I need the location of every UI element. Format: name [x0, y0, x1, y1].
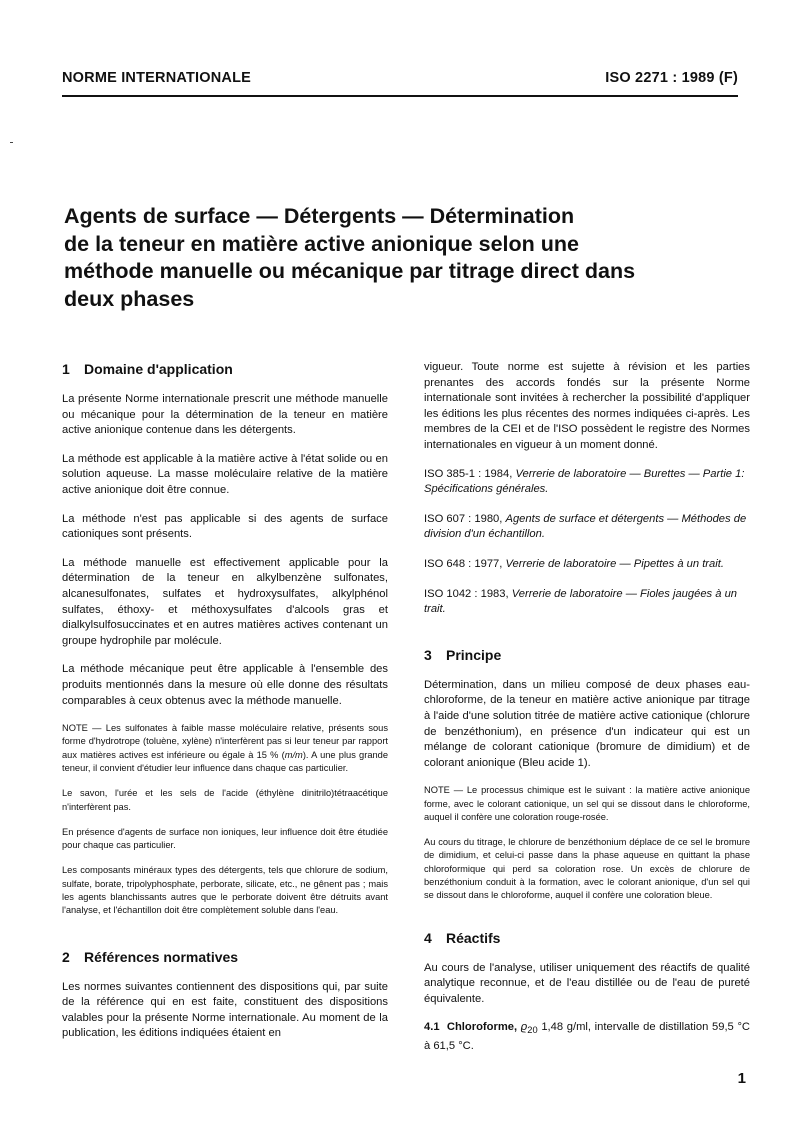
density-symbol: ϱ — [520, 1021, 528, 1034]
note-text: ). A une plus grande teneur, il convient d'étudier leur influence dans chaque cas particulier. — [62, 749, 388, 773]
reference-code: ISO 648 : 1977, — [424, 557, 503, 570]
reference-title: Verrerie de laboratoire — Fioles jaugées à un trait. — [424, 587, 738, 616]
paragraph: La méthode n'est pas applicable si des agents de surface cationiques sont présents. — [62, 512, 388, 541]
title-line: de la teneur en matière active anionique selon une — [64, 231, 579, 256]
item-number: 4.1 — [424, 1021, 440, 1034]
paragraph: Les normes suivantes contiennent des dispositions qui, par suite de la référence qui en est faite, constituent des dispositions valables pour la présente Norme internationale. Au moment de la publication, les éditions indiquées étaient en — [62, 980, 388, 1040]
reference-title: Agents de surface et détergents — Méthodes de division d'un échantillon. — [424, 512, 747, 541]
right-column — [424, 360, 750, 1068]
note — [62, 722, 388, 775]
paragraph: Détermination, dans un milieu composé de deux phases eau-chloroforme, de la teneur en matière active anionique par titrage à l'aide d'une solution titrée de matière active cationique (chlorure de benzéthonium), en présence d'un indicateur qui est un mélange de colorant cationique (bromure de dimidium) et de colorant anionique (Bleu acide 1). — [424, 678, 750, 769]
section-heading-principle — [424, 646, 750, 664]
section-number: 2 — [62, 948, 70, 965]
item-text: 1,48 g/ml, intervalle de distillation 59,5 °C à 61,5 °C. — [424, 1021, 750, 1053]
page-header — [62, 70, 738, 90]
header-standard-type: NORME INTERNATIONALE — [62, 70, 252, 86]
section-title: Références normatives — [84, 948, 239, 965]
header-rule — [62, 95, 738, 97]
note: Au cours du titrage, le chlorure de benzéthonium déplace de ce sel le bromure de dimidium, et celui-ci passe dans la phase aqueuse en quittant la phase chloroformique qui perd sa coloration rose. Un excès de chlorure de benzéthonium conduit à la formation, avec le colorant anionique, d'un sel qui se dissout dans le chloroforme, auquel il confère une coloration bleue. — [424, 837, 750, 901]
item-name: Chloroforme, — [446, 1021, 518, 1034]
title-line: méthode manuelle ou mécanique par titrage direct dans — [64, 259, 636, 283]
density-subscript: 20 — [527, 1025, 538, 1036]
section-heading-reagents — [424, 929, 750, 947]
paragraph: La méthode mécanique peut être applicable à l'ensemble des produits mentionnés dans la mesure où elle donne des résultats comparables à ceux obtenus avec la méthode manuelle. — [62, 663, 388, 707]
header-standard-number: ISO 2271 : 1989 (F) — [605, 70, 738, 86]
paragraph: Au cours de l'analyse, utiliser uniquement des réactifs de qualité analytique reconnue, et de l'eau distillée ou de l'eau de pureté équivalente. — [424, 961, 750, 1005]
title-line: deux phases — [64, 286, 195, 311]
note: En présence d'agents de surface non ioniques, leur influence doit être étudiée pour chaque cas particulier. — [62, 826, 388, 851]
note: Les composants minéraux types des détergents, tels que chlorure de sodium, sulfate, borate, tripolyphosphate, perborate, silicate, etc., ne gênent pas ; mais les agents blanchissants autres que le perborate doivent être détruits avant l'analyse, et l'échantillon doit être complètement soluble dans l'eau. — [62, 865, 388, 916]
normative-reference — [424, 467, 750, 498]
paragraph: La méthode manuelle est effectivement applicable pour la détermination de la teneur en alkylbenzène sulfonates, alcanesulfonates, sulfates et hydroxysulfates, alkylphénol sulfates, éthoxy- et méthoxysulfates d'alcools gras et dialkylsulfosuccinates et en autres matières actives contenant un groupe hydrophile par molécule. — [62, 556, 388, 647]
section-heading-scope — [62, 360, 388, 378]
paragraph: vigueur. Toute norme est sujette à révision et les parties prenantes des accords fondés sur la présente Norme internationale sont invitées à rechercher la possibilité d'appliquer les éditions les plus récentes des normes indiquées ci-après. Les membres de la CEI et de l'ISO possèdent le registre des Normes internationales en vigueur à un moment donné. — [424, 361, 750, 451]
reagent-item — [424, 1020, 750, 1054]
section-number: 1 — [62, 361, 70, 377]
title-line: Agents de surface — Détergents — Détermination — [64, 204, 575, 228]
reference-code: ISO 385-1 : 1984, — [424, 467, 513, 480]
paragraph: La méthode est applicable à la matière active à l'état solide ou en solution aqueuse. La masse moléculaire relative de la matière active anionique doit être connue. — [62, 452, 388, 496]
section-title: Domaine d'application — [84, 361, 233, 377]
note-text: NOTE — Les sulfonates à faible masse moléculaire relative, présents sous forme d'hydrotrope (toluène, xylène) n'interfèrent pas si leur teneur par rapport aux matières actives est inférieure ou égale à 15 % ( — [62, 723, 388, 760]
document-title — [64, 203, 764, 313]
section-title: Principe — [446, 646, 502, 663]
normative-reference — [424, 557, 750, 573]
section-heading-references — [62, 948, 388, 966]
normative-reference — [424, 587, 750, 618]
left-column — [62, 360, 388, 1055]
page-number: 1 — [737, 1070, 746, 1087]
reference-title: Verrerie de laboratoire — Burettes — Partie 1: Spécifications générales. — [424, 467, 745, 496]
note-unit: m/m — [284, 749, 303, 760]
normative-reference — [424, 512, 750, 543]
reference-code: ISO 1042 : 1983, — [424, 587, 509, 600]
section-number: 4 — [424, 929, 432, 946]
reference-code: ISO 607 : 1980, — [424, 512, 503, 525]
paragraph: La présente Norme internationale prescrit une méthode manuelle ou mécanique pour la détermination de la teneur en matière active anionique contenue dans les détergents. — [62, 393, 388, 437]
reference-title: Verrerie de laboratoire — Pipettes à un trait. — [505, 557, 724, 570]
section-title: Réactifs — [446, 929, 501, 946]
note: Le savon, l'urée et les sels de l'acide (éthylène dinitrilo)tétraacétique n'interfèrent pas. — [62, 788, 388, 812]
margin-mark — [10, 142, 13, 143]
note: NOTE — Le processus chimique est le suivant : la matière active anionique forme, avec le colorant cationique, un sel qui se dissout dans le chloroforme, auquel il confère une coloration rouge-rosée. — [424, 785, 750, 822]
section-number: 3 — [424, 646, 432, 663]
